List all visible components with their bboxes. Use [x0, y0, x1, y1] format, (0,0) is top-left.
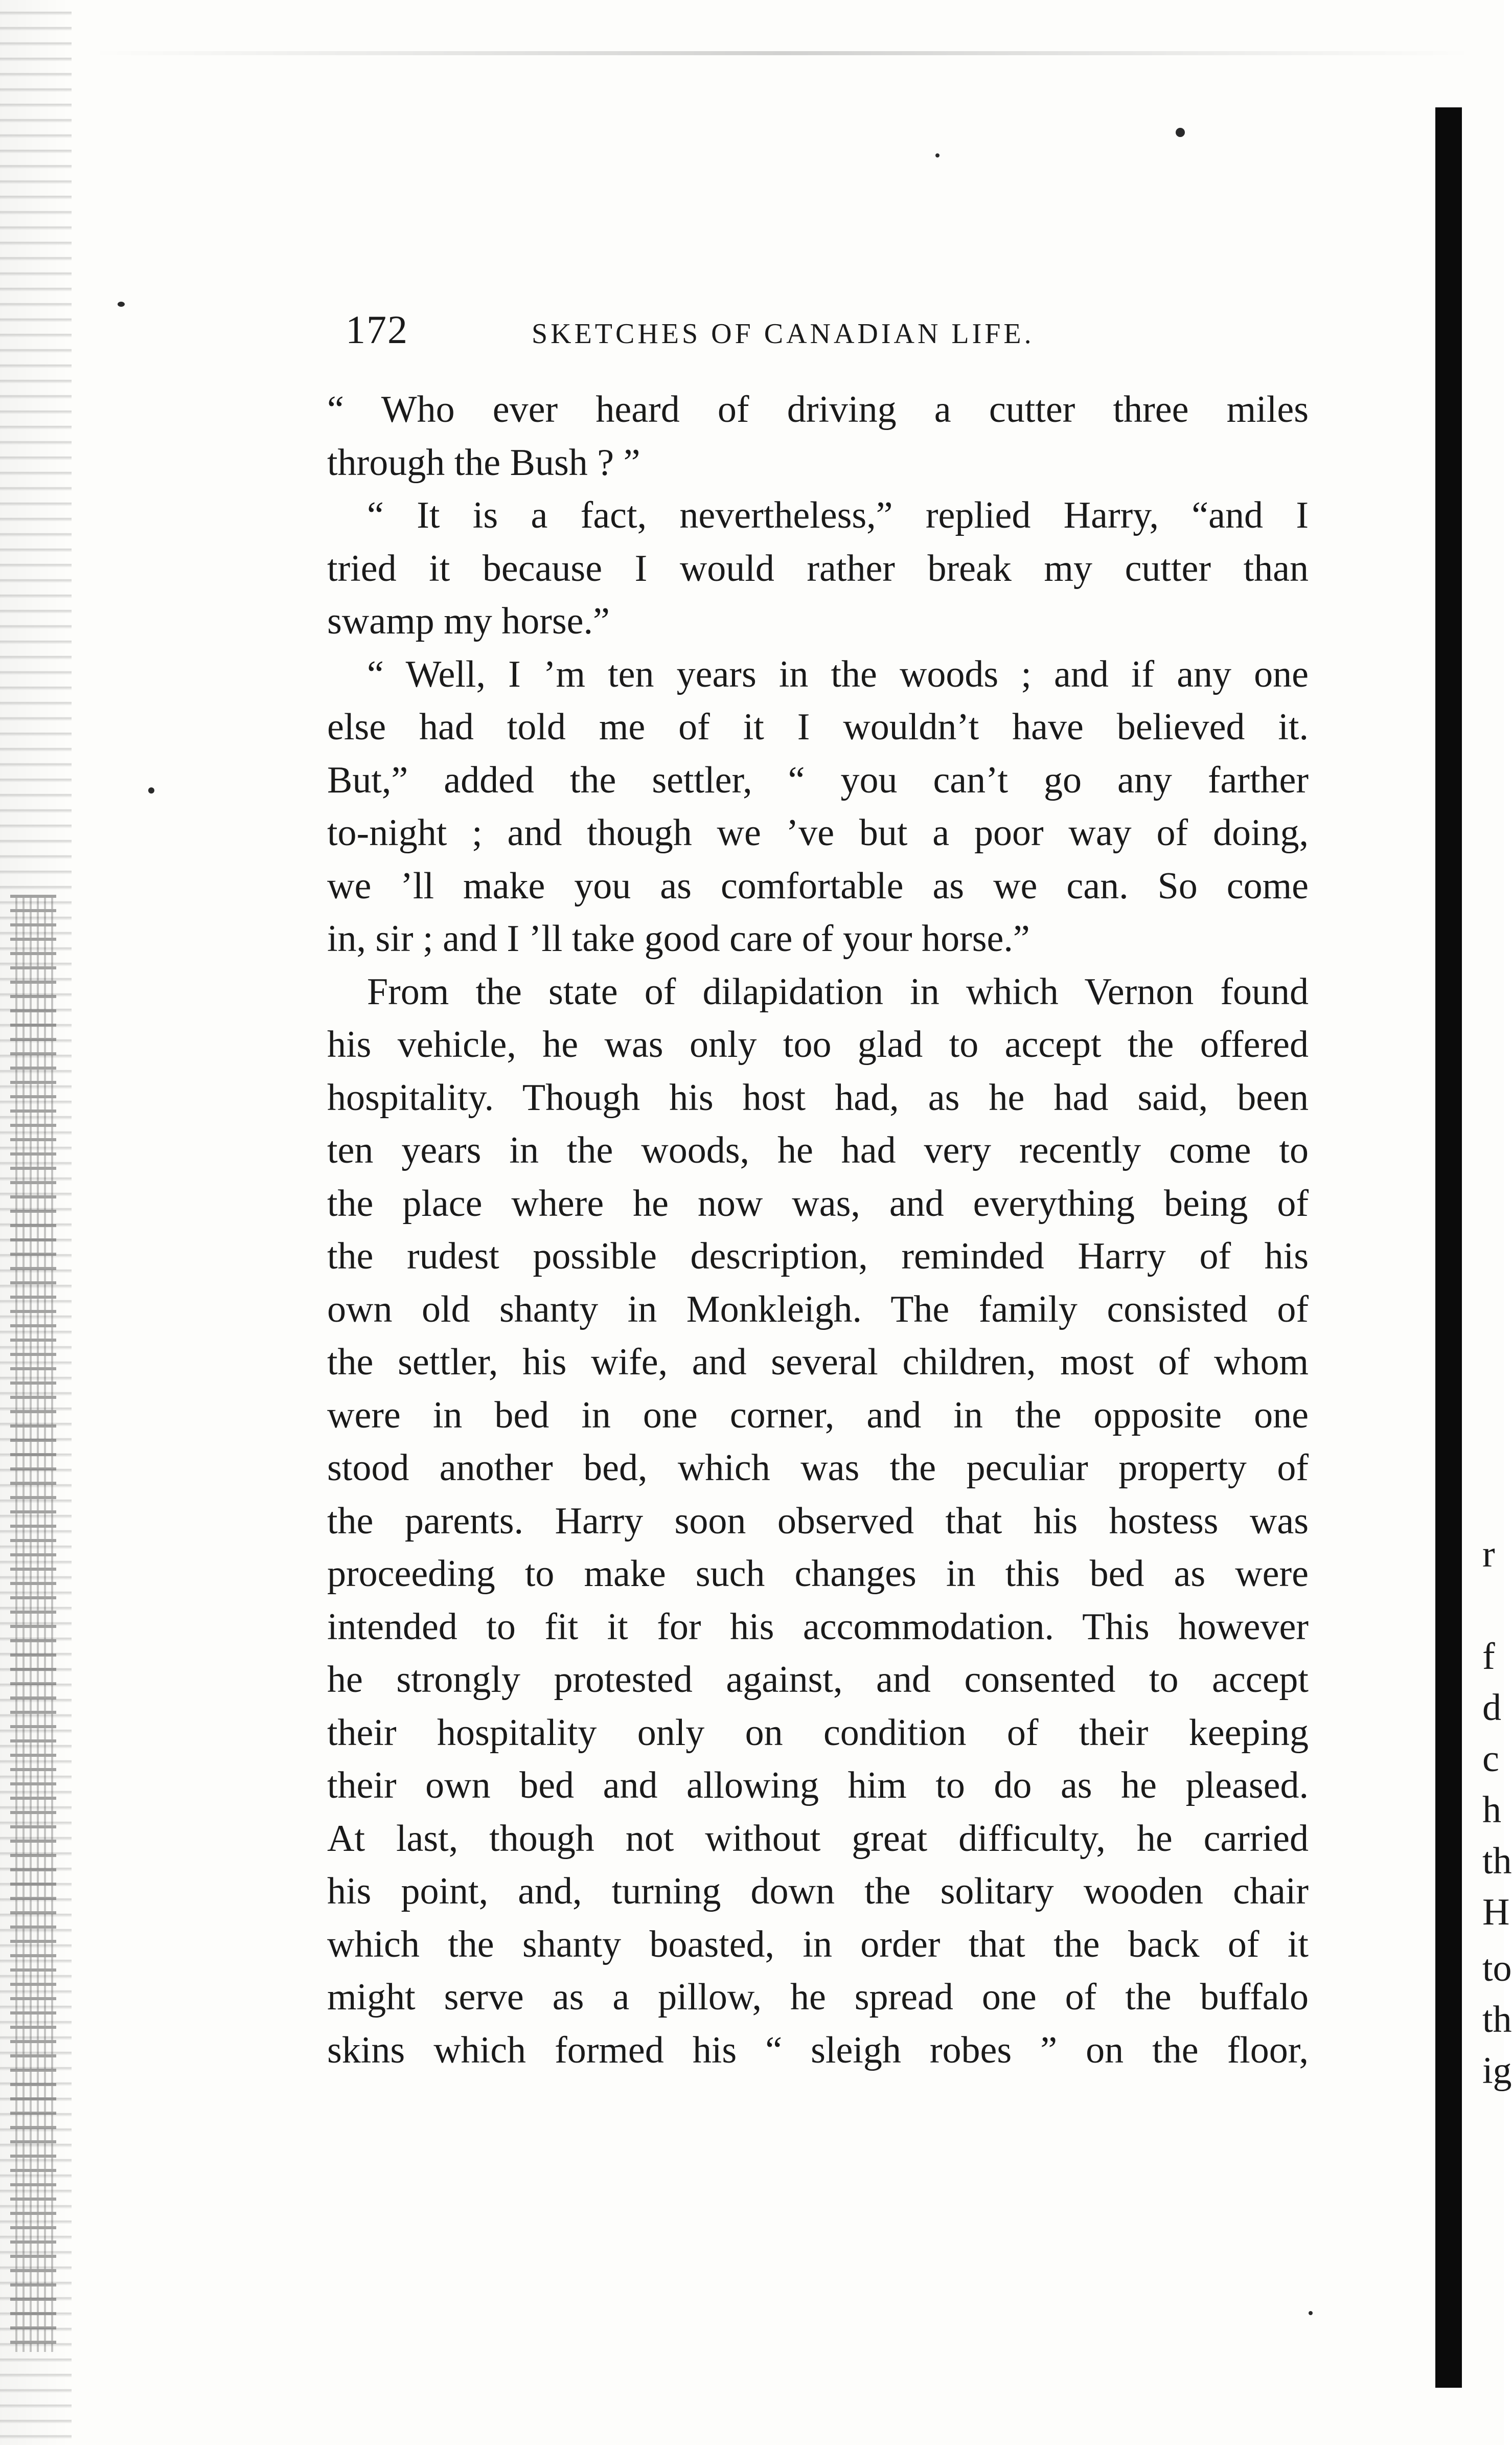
text-line: stood another bed, which was the peculiar property of	[327, 1447, 1309, 1489]
text-line: swamp my horse.”	[327, 600, 610, 642]
facing-page-fragment: H	[1482, 1891, 1510, 1933]
facing-page-fragment: r	[1482, 1533, 1495, 1575]
facing-page-fragment: ig	[1482, 2050, 1512, 2092]
text-line: their own bed and allowing him to do as he pleased.	[327, 1764, 1309, 1806]
text-line: their hospitality only on condition of their keeping	[327, 1711, 1309, 1754]
text-line: “ Who ever heard of driving a cutter three miles	[327, 389, 1309, 431]
text-line: proceeding to make such changes in this bed as were	[327, 1553, 1309, 1595]
text-line: he strongly protested against, and consented to accept	[327, 1659, 1309, 1701]
page-number: 172	[346, 307, 408, 352]
text-line: the place where he now was, and everything being of	[327, 1182, 1309, 1225]
text-line: From the state of dilapidation in which Vernon found	[367, 970, 1309, 1013]
text-line: “ Well, I ’m ten years in the woods ; and if any one	[367, 653, 1309, 695]
text-line: skins which formed his “ sleigh robes ” on the floor,	[327, 2029, 1309, 2071]
text-line: the rudest possible description, reminded Harry of his	[327, 1235, 1309, 1277]
text-line: the parents. Harry soon observed that his hostess was	[327, 1500, 1309, 1542]
text-line: the settler, his wife, and several children, most of whom	[327, 1341, 1309, 1383]
binding-speckle	[10, 895, 56, 2352]
text-line: intended to fit it for his accommodation. This however	[327, 1605, 1309, 1648]
facing-page-fragment: to	[1482, 1948, 1512, 1989]
text-line: ten years in the woods, he had very recently come to	[327, 1129, 1309, 1171]
text-line: were in bed in one corner, and in the opposite one	[327, 1394, 1309, 1436]
text-line: own old shanty in Monkleigh. The family consisted of	[327, 1288, 1309, 1330]
text-line: which the shanty boasted, in order that the back of it	[327, 1923, 1309, 1965]
facing-page-fragment: th	[1482, 1999, 1512, 2041]
facing-page-fragment: f	[1482, 1636, 1495, 1678]
facing-page-fragment: d	[1482, 1687, 1501, 1729]
facing-page-fragment: h	[1482, 1789, 1501, 1831]
text-line: But,” added the settler, “ you can’t go any farther	[327, 759, 1309, 801]
gutter-shadow-bar	[1435, 107, 1462, 2388]
running-head: SKETCHES OF CANADIAN LIFE.	[532, 318, 1035, 350]
text-line: to-night ; and though we ’ve but a poor way of doing,	[327, 812, 1309, 854]
body-text	[327, 383, 1309, 2077]
scan-speck	[148, 787, 154, 794]
text-line: hospitality. Though his host had, as he had said, been	[327, 1076, 1309, 1119]
text-line: might serve as a pillow, he spread one of the buffalo	[327, 1976, 1309, 2018]
text-line: At last, though not without great difficulty, he carried	[327, 1817, 1309, 1860]
scan-speck	[935, 153, 940, 157]
scan-speck	[1309, 2311, 1313, 2315]
top-page-edge	[92, 51, 1472, 55]
text-line: “ It is a fact, nevertheless,” replied Harry, “and I	[367, 494, 1309, 536]
text-line: we ’ll make you as comfortable as we can. So come	[327, 865, 1309, 907]
text-line: else had told me of it I wouldn’t have believed it.	[327, 706, 1309, 748]
facing-page-fragment: th	[1482, 1840, 1512, 1882]
scan-speck	[118, 302, 125, 307]
text-line: tried it because I would rather break my cutter than	[327, 547, 1309, 590]
text-line: in, sir ; and I ’ll take good care of your horse.”	[327, 918, 1030, 960]
text-line: through the Bush ? ”	[327, 441, 640, 484]
page-header	[346, 302, 1317, 358]
scan-speck	[1176, 128, 1185, 137]
text-line: his point, and, turning down the solitary wooden chair	[327, 1870, 1309, 1912]
facing-page-fragment: c	[1482, 1738, 1499, 1780]
text-line: his vehicle, he was only too glad to accept the offered	[327, 1024, 1309, 1066]
